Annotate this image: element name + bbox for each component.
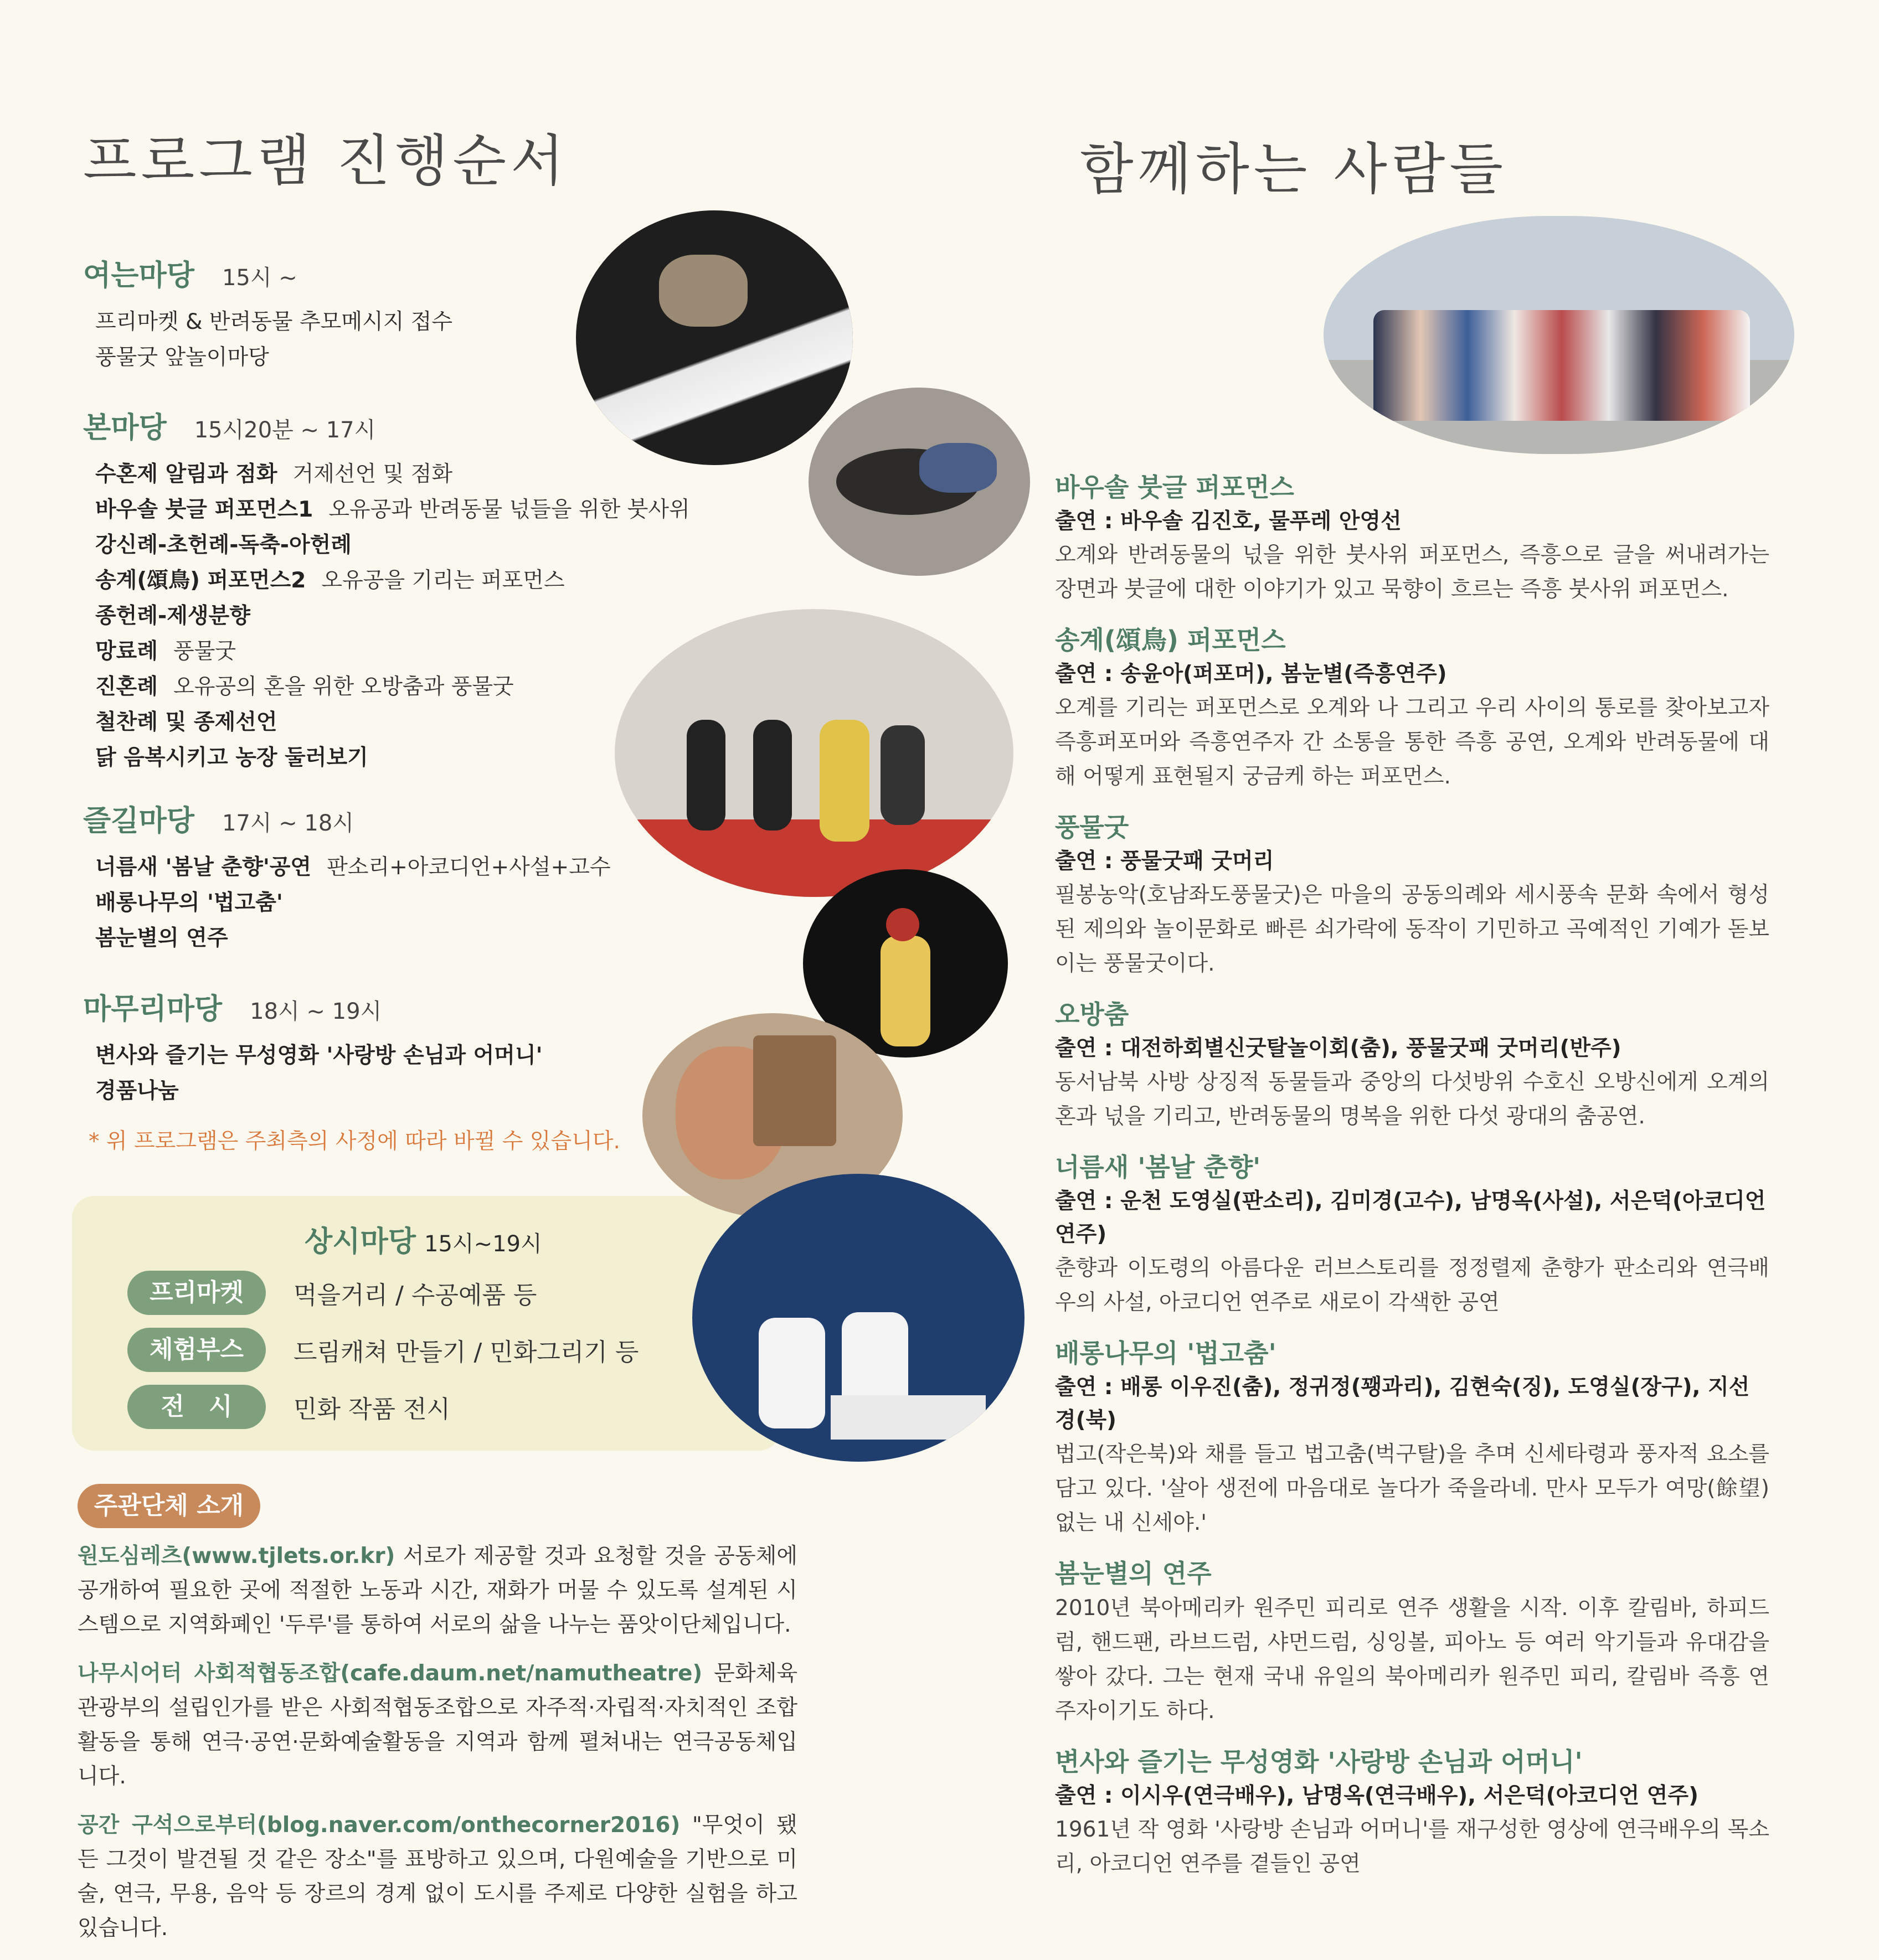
photo-stage-band <box>692 1174 1025 1462</box>
section-time: 15시20분 ~ 17시 <box>194 417 376 443</box>
people-section <box>1055 1744 1769 1881</box>
people-section-title: 오방춤 <box>1055 999 1129 1029</box>
org-name: 원도심레츠(www.tjlets.or.kr) <box>78 1544 395 1569</box>
list-item <box>95 305 452 340</box>
item-main: 송계(頌鳥) 퍼포먼스2 <box>95 568 306 593</box>
org-text: 문화체육관광부의 설립인가를 받은 사회적협동조합으로 자주적·자립적·자치적인 조합 활동을 통해 연극·공연·문화예술활동을 지역과 함께 펼쳐내는 연극공동체입니다. <box>78 1661 797 1789</box>
list-item <box>95 492 690 528</box>
item-main: 강신례-초헌례-독축-아헌례 <box>95 533 352 558</box>
people-desc: 오계를 기리는 퍼포먼스로 오계와 나 그리고 우리 사이의 통로를 찾아보고자 즉흥퍼포머와 즉흥연주자 간 소통을 통한 즉흥 공연, 오계와 반려동물에 대해 어떻게 표현될지 궁금케 하는 퍼포먼스. <box>1055 695 1769 789</box>
org-name: 나무시어터 사회적협동조합(cafe.daum.net/namutheatre) <box>78 1661 703 1686</box>
photo-lying-performer <box>809 388 1030 576</box>
section-title: 본마당 <box>83 411 167 445</box>
org-item <box>78 1808 797 1946</box>
people-section <box>1055 997 1769 1134</box>
item-main: 경품나눔 <box>95 1079 179 1103</box>
people-section-title: 배롱나무의 '법고춤' <box>1055 1338 1276 1368</box>
people-section-title: 봄눈별의 연주 <box>1055 1559 1212 1588</box>
people-desc: 1961년 작 영화 '사랑방 손님과 어머니'를 재구성한 영상에 연극배우의 목소리, 아코디언 연주를 곁들인 공연 <box>1055 1817 1769 1876</box>
item-main: 종헌례-제생분향 <box>95 604 250 628</box>
item-main: 바우솔 붓글 퍼포먼스1 <box>95 497 313 522</box>
permanent-row <box>127 1328 639 1372</box>
section-title: 여는마당 <box>83 259 194 292</box>
people-desc: 법고(작은북)와 채를 들고 법고춤(벅구탈)을 추며 신세타령과 풍자적 요소를 담고 있다. '살아 생전에 마음대로 놀다가 죽을라네. 만사 모두가 여망(餘望)없는 내 신세야.' <box>1055 1442 1769 1535</box>
people-cast: 출연 : 송윤아(퍼포머), 봄눈별(즉흥연주) <box>1055 662 1447 687</box>
people-list <box>1055 470 1769 1897</box>
item-main: 배롱나무의 '법고춤' <box>95 890 283 915</box>
people-cast: 출연 : 풍물굿패 굿머리 <box>1055 849 1274 874</box>
people-desc: 동서남북 사방 상징적 동물들과 중앙의 다섯방위 수호신 오방신에게 오계의 혼과 넋을 기리고, 반려동물의 명복을 위한 다섯 광대의 춤공연. <box>1055 1070 1769 1129</box>
permanent-time: 15시~19시 <box>424 1231 542 1257</box>
org-list <box>78 1539 797 1960</box>
item-main: 봄눈별의 연주 <box>95 926 228 951</box>
org-text: "무엇이 됐든 그것이 발견될 것 같은 장소"를 표방하고 있으며, 다원예술을 기반으로 미술, 연극, 무용, 음악 등 장르의 경계 없이 도시를 주제로 다양한 실험을 하고 있습니다. <box>78 1813 797 1941</box>
section-time: 18시 ~ 19시 <box>250 999 382 1024</box>
people-desc: 2010년 북아메리카 원주민 피리로 연주 생활을 시작. 이후 칼림바, 하피드럼, 핸드팬, 라브드럼, 샤먼드럼, 싱잉볼, 피아노 등 여러 악기들과 유대감을 쌓아 갔다. 그는 현재 국내 유일의 북아메리카 원주민 피리, 칼림바 즉흥 연주자이기도 하다. <box>1055 1596 1769 1724</box>
item-detail: 판소리+아코디언+사설+고수 <box>327 855 611 880</box>
people-section <box>1055 622 1769 794</box>
program-note: * 위 프로그램은 주최측의 사정에 따라 바뀔 수 있습니다. <box>89 1129 620 1154</box>
people-section <box>1055 1335 1769 1540</box>
item-detail: 풍물굿 <box>173 639 236 664</box>
item-detail: 오유공을 기리는 퍼포먼스 <box>321 568 565 593</box>
people-cast: 출연 : 이시우(연극배우), 남명옥(연극배우), 서은덕(아코디언 연주) <box>1055 1783 1698 1808</box>
org-badge: 주관단체 소개 <box>78 1484 260 1528</box>
item-detail: 거제선언 및 점화 <box>292 462 453 487</box>
permanent-row <box>127 1385 450 1429</box>
people-section <box>1055 1149 1769 1320</box>
item-main: 닭 음복시키고 농장 둘러보기 <box>95 745 368 770</box>
people-desc: 춘향과 이도령의 아름다운 러브스토리를 정정렬제 춘향가 판소리와 연극배우의 사설, 아코디언 연주로 새로이 각색한 공연 <box>1055 1256 1769 1315</box>
list-item <box>95 340 452 375</box>
people-cast: 출연 : 대전하회별신굿탈놀이회(춤), 풍물굿패 굿머리(반주) <box>1055 1036 1621 1061</box>
people-cast: 출연 : 바우솔 김진호, 물푸레 안영선 <box>1055 509 1402 534</box>
permanent-title: 상시마당 <box>305 1225 416 1258</box>
section-title: 즐길마당 <box>83 804 194 838</box>
permanent-section <box>72 1196 781 1451</box>
people-section-title: 송계(頌鳥) 퍼포먼스 <box>1055 625 1286 655</box>
item-detail: 프리마켓 & 반려동물 추모메시지 접수 <box>95 310 453 334</box>
permanent-row <box>127 1271 537 1315</box>
people-title: 함께하는 사람들 <box>1080 137 1507 202</box>
item-main: 진혼례 <box>95 674 158 699</box>
photo-brush-performance <box>576 210 853 465</box>
pill-label: 프리마켓 <box>127 1271 266 1315</box>
list-item <box>95 1038 543 1074</box>
people-section <box>1055 809 1769 981</box>
section-time: 17시 ~ 18시 <box>222 811 354 836</box>
item-detail: 풍물굿 앞놀이마당 <box>95 345 269 370</box>
item-main: 너름새 '봄날 춘향'공연 <box>95 855 312 880</box>
list-item <box>95 599 690 634</box>
list-item <box>95 528 690 563</box>
program-title: 프로그램 진행순서 <box>83 128 569 193</box>
list-item <box>95 850 611 885</box>
org-item <box>78 1657 797 1794</box>
list-item <box>95 740 690 776</box>
item-main: 망료례 <box>95 639 158 664</box>
org-text: 서로가 제공할 것과 요청할 것을 공동체에 공개하여 필요한 곳에 적절한 노동과 시간, 재화가 머물 수 있도록 설계된 시스템으로 지역화폐인 '두루'를 통하여 서로의 삶을 나누는 품앗이단체입니다. <box>78 1544 797 1637</box>
people-cast: 출연 : 운천 도영실(판소리), 김미경(고수), 남명옥(사설), 서은덕(아코디언 연주) <box>1055 1189 1766 1247</box>
photo-group-people <box>1324 216 1794 454</box>
item-detail: 오유공의 혼을 위한 오방춤과 풍물굿 <box>173 674 514 699</box>
org-name: 공간 구석으로부터(blog.naver.com/onthecorner2016) <box>78 1813 681 1838</box>
pill-label: 전 시 <box>127 1385 266 1429</box>
section-opening <box>83 252 452 375</box>
people-section <box>1055 1556 1769 1729</box>
list-item <box>95 705 690 740</box>
people-desc: 필봉농악(호남좌도풍물굿)은 마을의 공동의례와 세시풍속 문화 속에서 형성된 제의와 놀이문화로 빠른 쇠가락에 동작이 기민하고 곡예적인 기예가 돋보이는 풍물굿이다. <box>1055 883 1769 976</box>
section-time: 15시 ~ <box>222 265 297 291</box>
list-item <box>95 634 690 669</box>
item-main: 수혼제 알림과 점화 <box>95 462 277 487</box>
list-item <box>95 921 611 956</box>
people-section-title: 변사와 즐기는 무성영화 '사랑방 손님과 어머니' <box>1055 1747 1583 1777</box>
item-main: 철찬례 및 종제선언 <box>95 710 277 735</box>
permanent-desc: 드림캐쳐 만들기 / 민화그리기 등 <box>294 1338 639 1366</box>
list-item <box>95 563 690 599</box>
list-item <box>95 669 690 705</box>
people-desc: 오계와 반려동물의 넋을 위한 붓사위 퍼포먼스, 즉흥으로 글을 써내려가는 장면과 붓글에 대한 이야기가 있고 묵향이 흐르는 즉흥 붓사위 퍼포먼스. <box>1055 543 1769 602</box>
permanent-desc: 민화 작품 전시 <box>294 1395 450 1423</box>
list-item <box>95 1074 543 1109</box>
people-section-title: 너름새 '봄날 춘향' <box>1055 1152 1261 1182</box>
item-main: 변사와 즐기는 무성영화 '사랑방 손님과 어머니' <box>95 1043 543 1068</box>
section-enjoy <box>83 797 611 956</box>
section-title: 마무리마당 <box>83 993 223 1026</box>
org-item <box>78 1539 797 1642</box>
permanent-desc: 먹을거리 / 수공예품 등 <box>294 1281 537 1309</box>
people-section-title: 풍물굿 <box>1055 812 1129 842</box>
list-item <box>95 885 611 921</box>
people-section <box>1055 470 1769 607</box>
section-closing <box>83 986 543 1109</box>
pill-label: 체험부스 <box>127 1328 266 1372</box>
people-section-title: 바우솔 붓글 퍼포먼스 <box>1055 472 1294 502</box>
item-detail: 오유공과 반려동물 넋들을 위한 붓사위 <box>328 497 690 522</box>
people-cast: 출연 : 배롱 이우진(춤), 정귀정(꽹과리), 김현숙(징), 도영실(장구), 지선경(북) <box>1055 1375 1750 1433</box>
photo-outdoor-concert <box>615 609 1013 897</box>
